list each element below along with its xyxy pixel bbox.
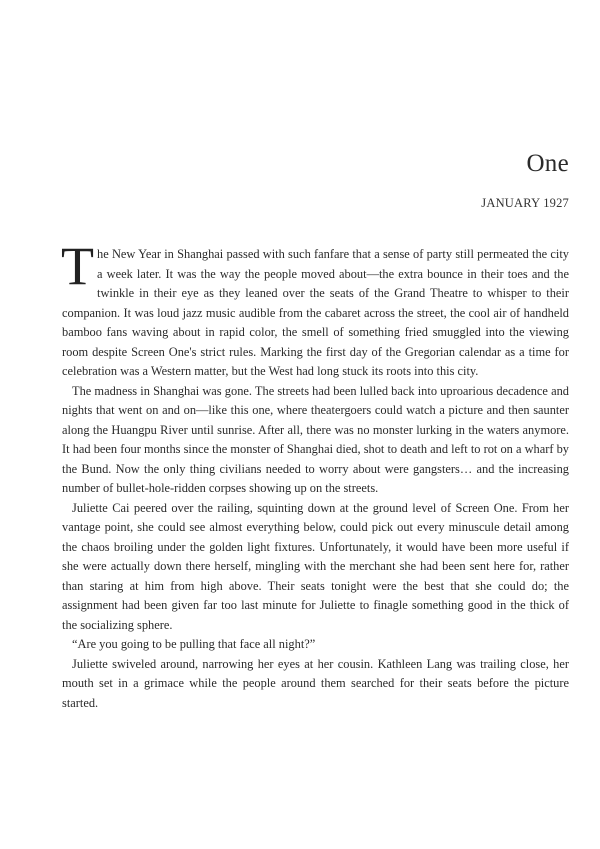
paragraph-1: [62, 238, 569, 382]
chapter-date: JANUARY 1927: [481, 196, 569, 210]
paragraph-3: Juliette Cai peered over the railing, squinting down at the ground level of Screen One. From her vantage point, she could see almost everything below, could pick out every minuscule detail among the chaos broiling under the golden light fixtures. Unfortunately, it would have been more useful if she were actually down there herself, mingling with the merchant she had been sent here for, rather than staring at him from high above. Their seats tonight were the best that she could do; the assignment had been given far too last minute for Juliette to finagle something good in the thick of the socializing sphere.: [62, 500, 569, 632]
book-page: [62, 0, 569, 849]
chapter-body: [62, 238, 569, 713]
paragraph-5: Juliette swiveled around, narrowing her eyes at her cousin. Kathleen Lang was trailing close, her mouth set in a grimace while the people around them searched for their seats before the picture started.: [62, 656, 569, 710]
paragraph-1-text: he New Year in Shanghai passed with such fanfare that a sense of party still permeated the city a week later. It was the way the people moved about—the extra bounce in their toes and the twinkle in their eye as they leaned over the seats of the Grand Theatre to whisper to their companion. It was loud jazz music audible from the cabaret across the street, the cool air of handheld bamboo fans waving about in rapid color, the smell of something fried smuggled into the viewing room despite Screen One's strict rules. Marking the first day of the Gregorian calendar as a time for celebration was a Western matter, but the West had long stuck its roots into this city.: [62, 247, 569, 378]
paragraph-2: The madness in Shanghai was gone. The streets had been lulled back into uproarious decadence and nights that went on and on—like this one, where theatergoers could watch a picture and then saunter along the Huangpu River until sunrise. After all, there was no monster lurking in the waters anymore. It had been four months since the monster of Shanghai died, shot to death and left to rot on a wharf by the Bund. Now the only thing civilians needed to worry about were gangsters… and the increasing number of bullet-hole-ridden corpses showing up on the streets.: [62, 383, 569, 495]
drop-cap: T: [61, 236, 94, 296]
paragraph-4: “Are you going to be pulling that face all night?”: [72, 637, 316, 651]
chapter-title: One: [526, 150, 569, 177]
